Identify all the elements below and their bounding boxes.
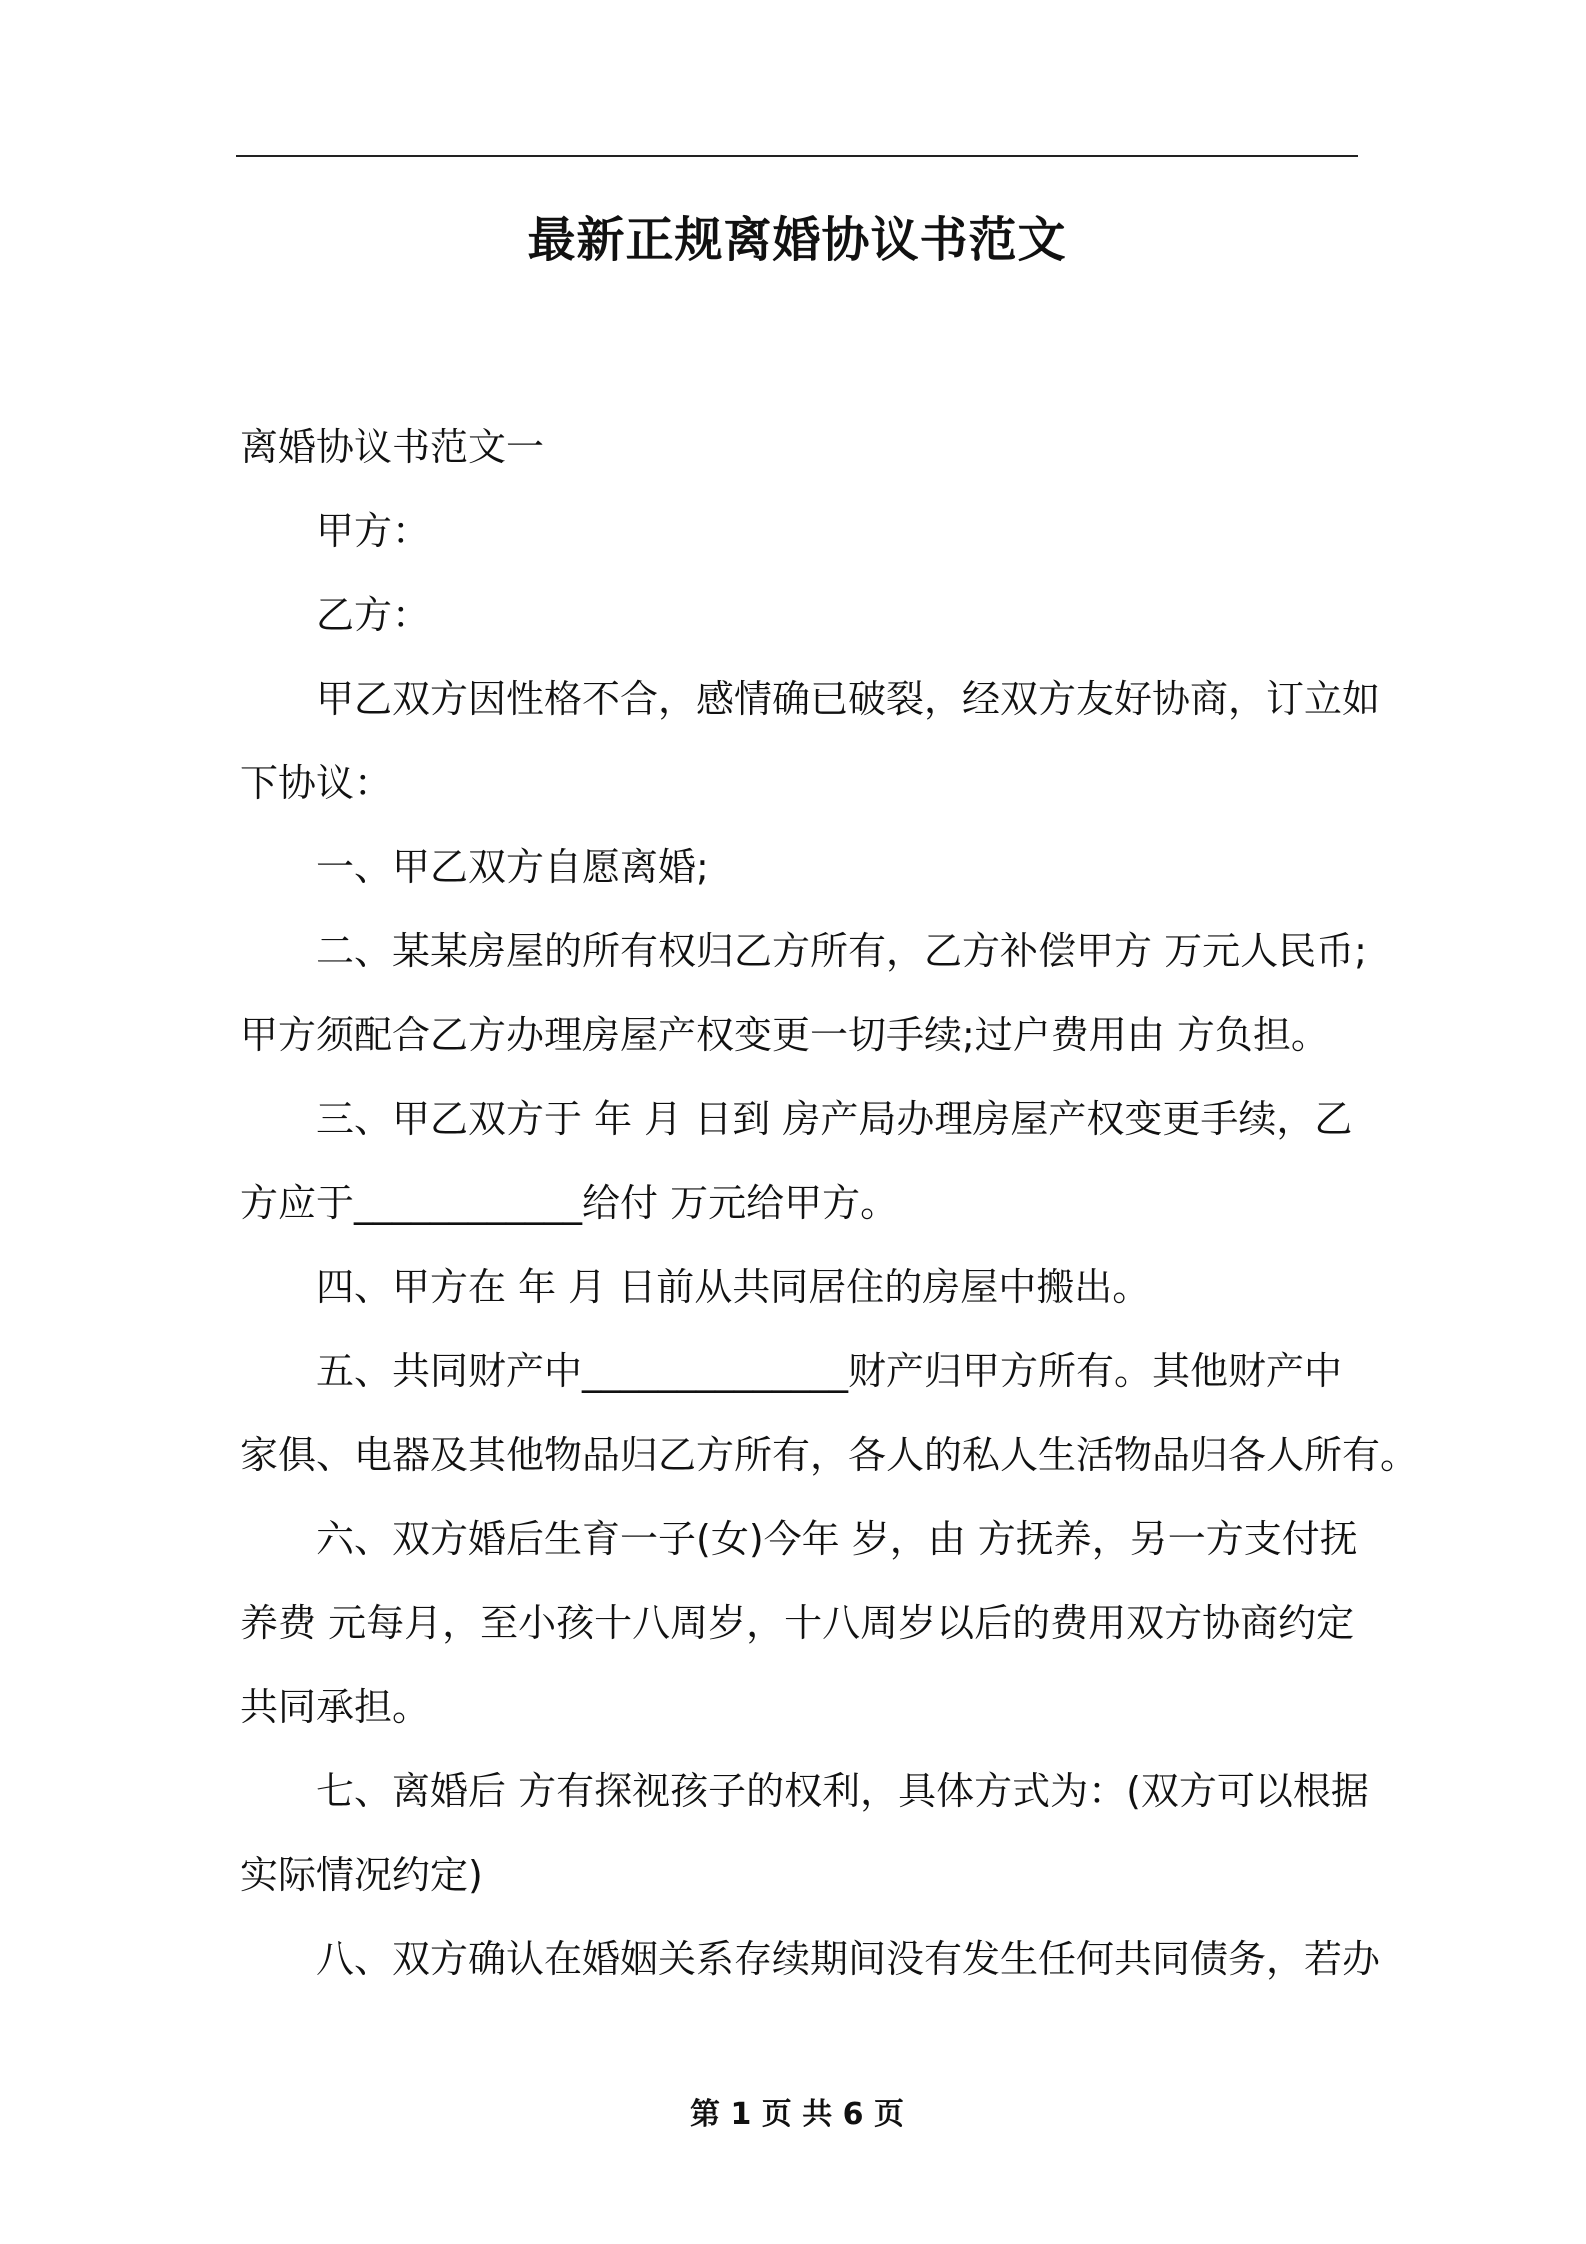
clause-2-line-1: 二、某某房屋的所有权归乙方所有，乙方补偿甲方 万元人民币; [316,929,1367,973]
clause-8-line-1: 八、双方确认在婚姻关系存续期间没有发生任何共同债务，若办 [316,1937,1381,1981]
clause-5-line-1: 五、共同财产中______________财产归甲方所有。其他财产中 [316,1349,1343,1393]
clause-7-line-1: 七、离婚后 方有探视孩子的权利，具体方式为：(双方可以根据 [316,1769,1369,1813]
party-b-line: 乙方： [316,593,431,637]
clause-3-line-2: 方应于____________给付 万元给甲方。 [240,1181,899,1225]
clause-1: 一、甲乙双方自愿离婚; [316,845,709,889]
clause-6-line-3: 共同承担。 [240,1685,431,1729]
document-title: 最新正规离婚协议书范文 [527,212,1067,268]
clause-5-line-2: 家俱、电器及其他物品归乙方所有，各人的私人生活物品归各人所有。 [240,1433,1419,1477]
clause-7-line-2: 实际情况约定) [240,1853,483,1897]
document-body [240,405,1419,2001]
party-a-line: 甲方： [316,509,431,553]
clause-6-line-2: 养费 元每月，至小孩十八周岁，十八周岁以后的费用双方协商约定 [240,1601,1355,1645]
preamble-line-2: 下协议： [240,761,393,805]
page-number-footer: 第 1 页 共 6 页 [690,2097,904,2132]
preamble-line-1: 甲乙双方因性格不合，感情确已破裂，经双方友好协商，订立如 [316,677,1381,721]
clause-3-line-1: 三、甲乙双方于 年 月 日到 房产局办理房屋产权变更手续，乙 [316,1097,1353,1141]
clause-6-line-1: 六、双方婚后生育一子(女)今年 岁，由 方抚养，另一方支付抚 [316,1517,1358,1561]
section-heading: 离婚协议书范文一 [240,425,545,469]
clause-4: 四、甲方在 年 月 日前从共同居住的房屋中搬出。 [316,1265,1151,1309]
header-rule [236,155,1358,157]
clause-2-line-2: 甲方须配合乙方办理房屋产权变更一切手续;过户费用由 方负担。 [240,1013,1329,1057]
